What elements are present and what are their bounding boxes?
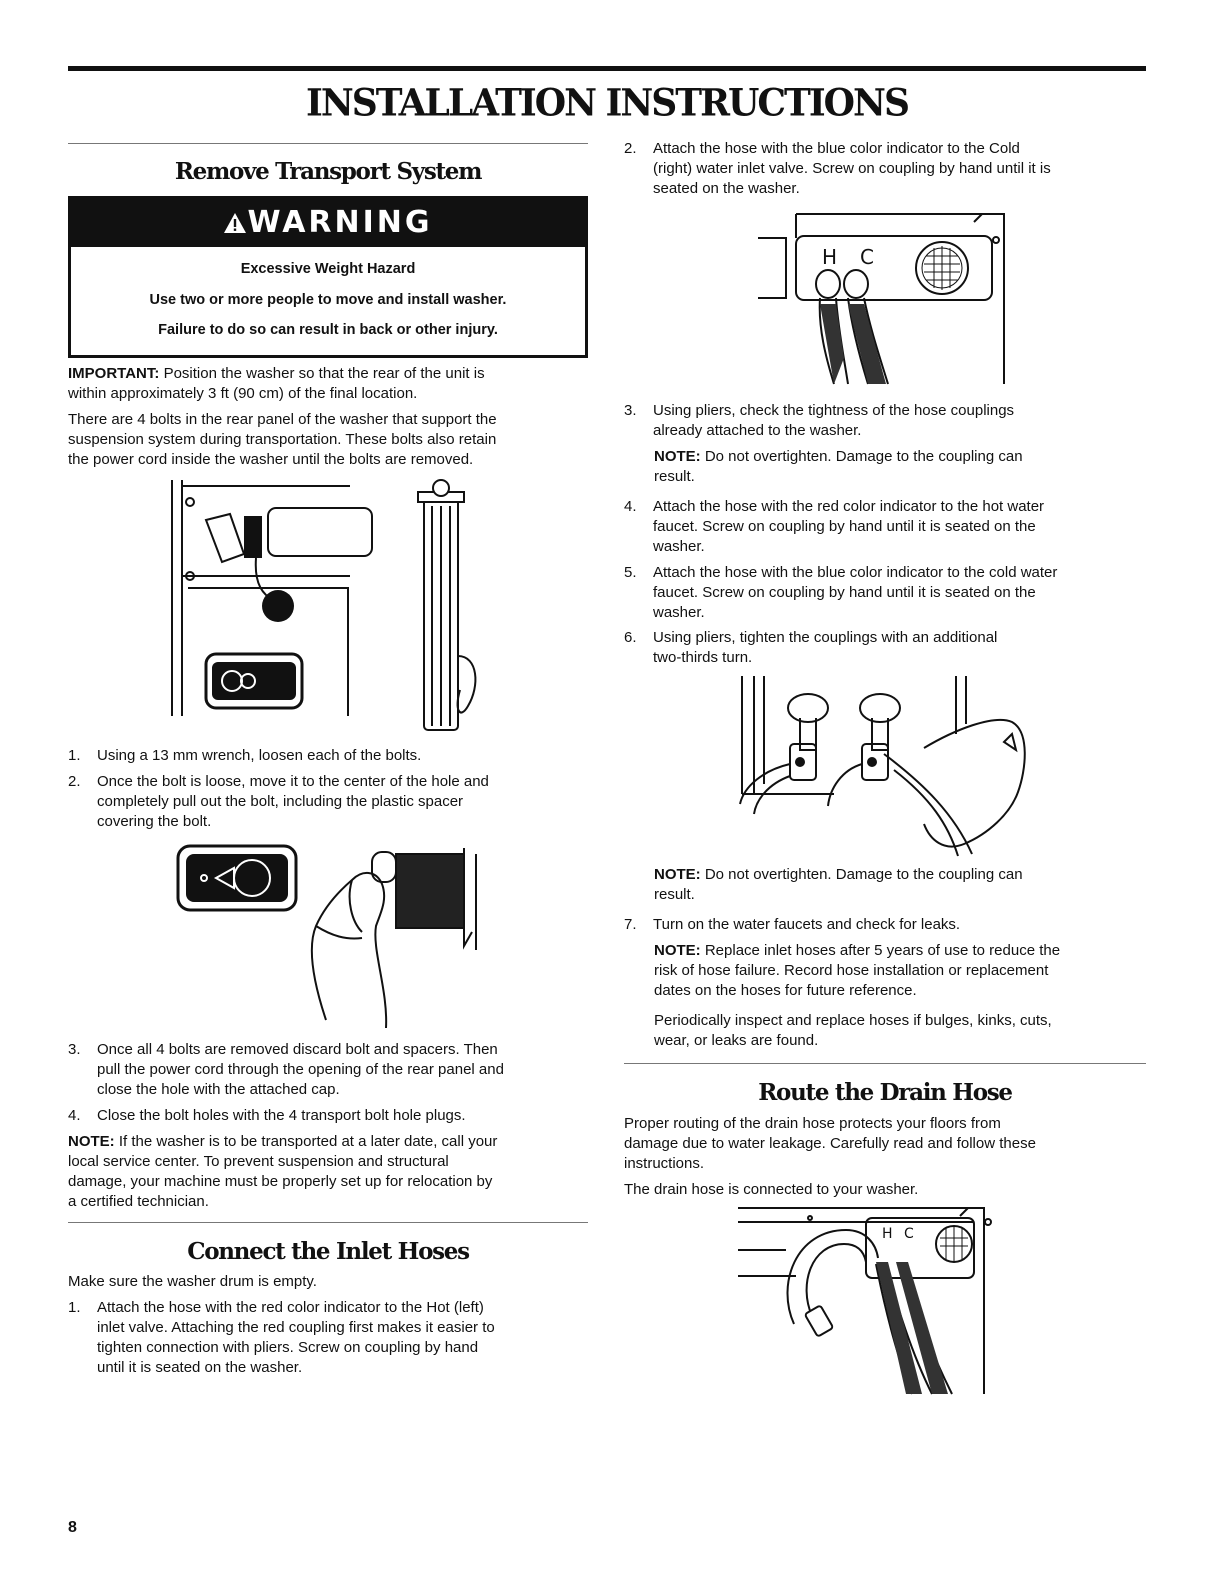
warning-line-1: Use two or more people to move and install washer. xyxy=(149,292,507,308)
drain-paragraph-line: Proper routing of the drain hose protects your floors from xyxy=(624,1115,1001,1132)
cold-label: C xyxy=(860,245,874,269)
section-divider xyxy=(624,1063,1146,1064)
list-item: 4. Attach the hose with the red color indicator to the hot water faucet. Screw on coupling by hand until it is seated on the washer. xyxy=(624,498,1045,555)
cold-label: C xyxy=(904,1226,914,1242)
warning-heading: WARNING xyxy=(71,199,585,247)
hot-label: H xyxy=(882,1226,893,1242)
list-item: 1. Attach the hose with the red color indicator to the Hot (left) inlet valve. Attaching the red coupling first makes it easier to tighten connection with pliers. Screw on coupling by hand until it is seated on the washer. xyxy=(68,1299,495,1376)
bolts-paragraph-line: the power cord inside the washer until the bolts are removed. xyxy=(68,451,474,468)
section-divider xyxy=(68,1222,588,1223)
important-paragraph: IMPORTANT: Position the washer so that the rear of the unit is xyxy=(68,365,485,382)
list-item: 2. Once the bolt is loose, move it to the center of the hole and completely pull out the bolt, including the plastic spacer covering the bolt. xyxy=(68,773,489,830)
note-paragraph-line: local service center. To prevent suspension and structural xyxy=(68,1153,449,1170)
note-paragraph: NOTE: Do not overtighten. Damage to the coupling can xyxy=(654,448,1023,465)
list-item: 3. Once all 4 bolts are removed discard bolt and spacers. Then pull the power cord through the opening of the rear panel and close the hole with the attached cap. xyxy=(68,1041,504,1098)
note-paragraph-line: result. xyxy=(654,468,695,485)
remove-transport-title: Remove Transport System xyxy=(174,158,482,185)
list-item: 2. Attach the hose with the blue color indicator to the Cold (right) water inlet valve. Screw on coupling by hand until it is seated on the washer. xyxy=(624,140,1051,197)
top-rule xyxy=(68,66,1146,71)
page-number: 8 xyxy=(68,1519,77,1536)
hot-label: H xyxy=(822,245,838,269)
bolt-removal-illustration xyxy=(176,840,488,1030)
bolts-paragraph-line: suspension system during transportation. These bolts also retain xyxy=(68,431,497,448)
note-paragraph-line: damage, your machine must be properly set up for relocation by xyxy=(68,1173,493,1190)
inspect-paragraph-line: Periodically inspect and replace hoses if bulges, kinks, cuts, xyxy=(654,1012,1052,1029)
drain-hose-title: Route the Drain Hose xyxy=(758,1079,1012,1106)
warning-line-2: Failure to do so can result in back or other injury. xyxy=(158,322,498,338)
list-item: 6. Using pliers, tighten the couplings with an additional two-thirds turn. xyxy=(624,629,998,666)
warning-box xyxy=(68,196,588,358)
drain-paragraph-line: instructions. xyxy=(624,1155,705,1172)
inspect-paragraph-line: wear, or leaks are found. xyxy=(654,1032,819,1049)
drain-paragraph-line: The drain hose is connected to your washer. xyxy=(624,1181,919,1198)
page-title: INSTALLATION INSTRUCTIONS xyxy=(306,80,908,126)
note-paragraph: NOTE: Do not overtighten. Damage to the coupling can xyxy=(654,866,1023,883)
note-paragraph: NOTE: If the washer is to be transported at a later date, call your xyxy=(68,1133,498,1150)
rear-panel-bolt-illustration xyxy=(168,476,488,738)
inlet-hoses-title: Connect the Inlet Hoses xyxy=(187,1238,469,1265)
inlet-intro: Make sure the washer drum is empty. xyxy=(68,1273,317,1290)
note-paragraph-line: risk of hose failure. Record hose installation or replacement xyxy=(654,962,1049,979)
list-item: 5. Attach the hose with the blue color indicator to the cold water faucet. Screw on coupling by hand until it is seated on the washer. xyxy=(624,564,1058,621)
faucet-pliers-illustration xyxy=(734,674,1034,860)
section-divider xyxy=(68,143,588,144)
warning-hazard: Excessive Weight Hazard xyxy=(240,261,416,277)
note-paragraph: NOTE: Replace inlet hoses after 5 years of use to reduce the xyxy=(654,942,1061,959)
drain-paragraph-line: damage due to water leakage. Carefully read and follow these xyxy=(624,1135,1036,1152)
bolts-paragraph-line: There are 4 bolts in the rear panel of the washer that support the xyxy=(68,411,497,428)
note-paragraph-line: result. xyxy=(654,886,695,903)
important-paragraph-line: within approximately 3 ft (90 cm) of the final location. xyxy=(68,385,418,402)
drain-hose-illustration xyxy=(736,1204,998,1396)
inlet-valves-illustration xyxy=(756,208,1008,386)
warning-triangle-icon xyxy=(223,212,247,234)
note-paragraph-line: dates on the hoses for future reference. xyxy=(654,982,917,999)
note-paragraph-line: a certified technician. xyxy=(68,1193,209,1210)
list-item: 3. Using pliers, check the tightness of the hose couplings already attached to the washer. xyxy=(624,402,1015,439)
